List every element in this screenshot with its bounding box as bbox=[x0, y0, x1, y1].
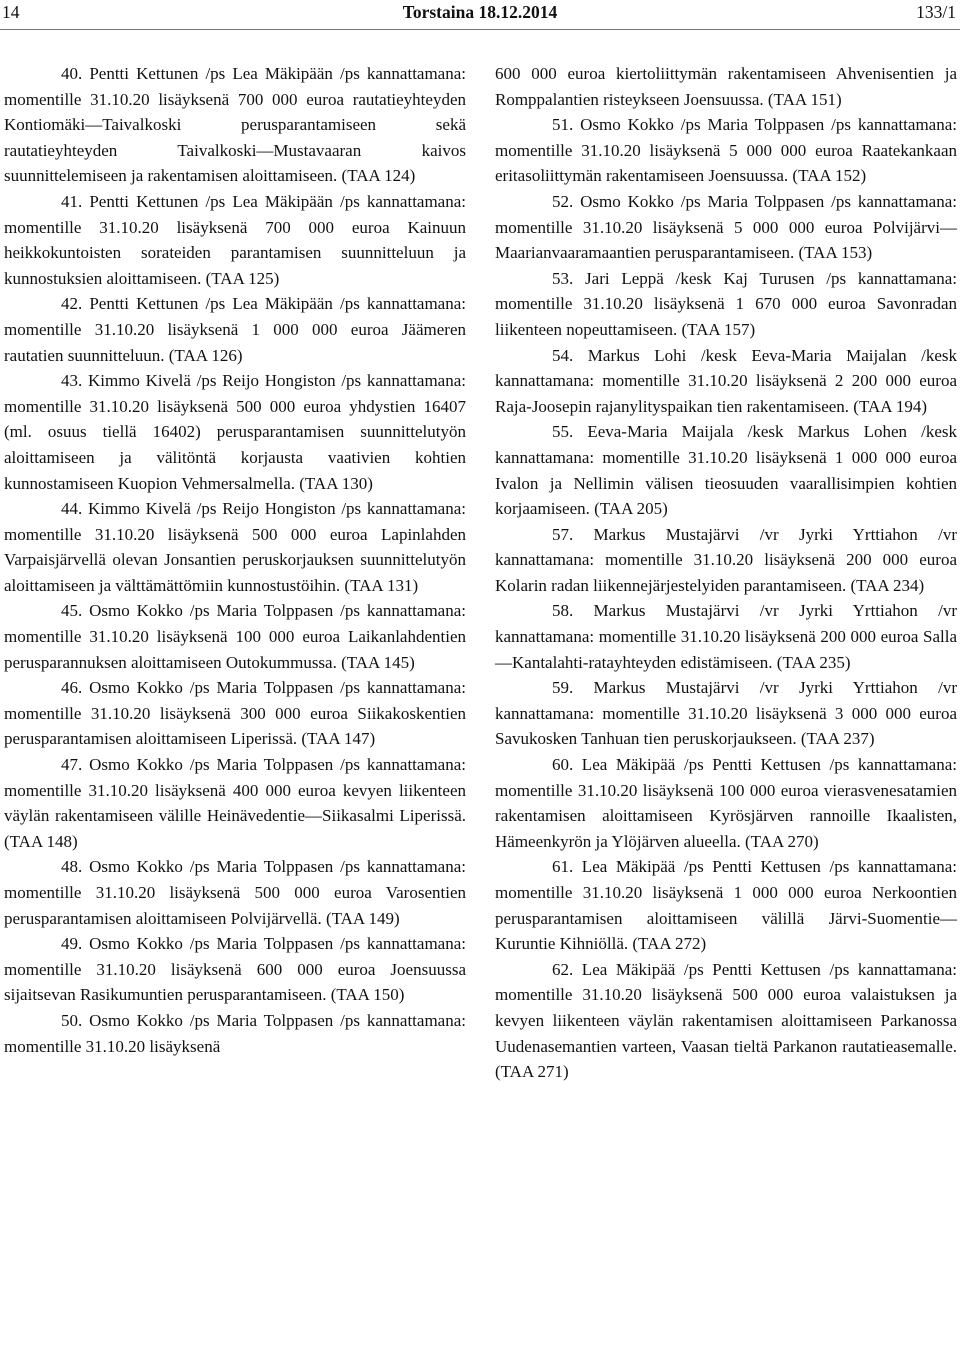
motion-item: 59. Markus Mustajärvi /vr Jyrki Yrttiahon /vr kannattamana: momentille 31.10.20 lisäyksenä 3 000 000 euroa Savukosken Tanhuan tien peruskorjaukseen. (TAA 237) bbox=[495, 678, 957, 749]
right-column bbox=[495, 61, 957, 1085]
document-id: 133/1 bbox=[916, 2, 956, 22]
page-header bbox=[0, 0, 960, 34]
motion-item: 49. Osmo Kokko /ps Maria Tolppasen /ps kannattamana: momentille 31.10.20 lisäyksenä 600 000 euroa Joensuussa sijaitsevan Rasikumuntien perusparantamiseen. (TAA 150) bbox=[4, 934, 466, 1005]
motion-item: 47. Osmo Kokko /ps Maria Tolppasen /ps kannattamana: momentille 31.10.20 lisäyksenä 400 000 euroa kevyen liikenteen väylän rakentamiseen välille Heinävedentie—Siikasalmi Liperissä. (TAA 148) bbox=[4, 755, 466, 851]
left-column bbox=[4, 61, 466, 1059]
motion-item: 46. Osmo Kokko /ps Maria Tolppasen /ps kannattamana: momentille 31.10.20 lisäyksenä 300 000 euroa Siikakoskentien perusparantamisen aloittamiseen Liperissä. (TAA 147) bbox=[4, 678, 466, 749]
motion-item: 48. Osmo Kokko /ps Maria Tolppasen /ps kannattamana: momentille 31.10.20 lisäyksenä 500 000 euroa Varosentien perusparantamisen aloittamiseen Polvijärvellä. (TAA 149) bbox=[4, 857, 466, 928]
motion-item: 53. Jari Leppä /kesk Kaj Turusen /ps kannattamana: momentille 31.10.20 lisäyksenä 1 670 000 euroa Savonradan liikenteen nopeuttamiseen. (TAA 157) bbox=[495, 268, 957, 339]
motion-item: 57. Markus Mustajärvi /vr Jyrki Yrttiahon /vr kannattamana: momentille 31.10.20 lisäyksenä 200 000 euroa Kolarin radan liikennejärjestelyiden parantamiseen. (TAA 234) bbox=[495, 524, 957, 595]
motion-item: 62. Lea Mäkipää /ps Pentti Kettusen /ps kannattamana: momentille 31.10.20 lisäyksenä 500 000 euroa valaistuksen ja kevyen liikenteen väylän rakentamisen aloittamiseen Parkanossa Uudenasemantien varteen, Vaasan tieltä Parkanon rautatieasemalle. (TAA 271) bbox=[495, 959, 957, 1082]
motion-item: 41. Pentti Kettunen /ps Lea Mäkipään /ps kannattamana: momentille 31.10.20 lisäyksenä 700 000 euroa Kainuun heikkokuntoisten sorateiden parantamisen suunnitteluun ja kunnostuksien aloittamiseen. (TAA 125) bbox=[4, 191, 466, 288]
motion-item: 61. Lea Mäkipää /ps Pentti Kettusen /ps kannattamana: momentille 31.10.20 lisäyksenä 1 000 000 euroa Nerkoontien perusparantamisen aloittamiseen välillä Järvi-Suomentie—Kuruntie Kihniöllä. (TAA 272) bbox=[495, 857, 957, 954]
motion-item: 43. Kimmo Kivelä /ps Reijo Hongiston /ps kannattamana: momentille 31.10.20 lisäyksenä 500 000 euroa yhdystien 16407 (ml. osuus tiellä 16402) perusparantamisen suunnittelutyön aloittamiseen ja välitöntä korjausta vaativien kohtien kunnostamiseen Kuopion Vehmersalmella. (TAA 130) bbox=[4, 371, 466, 493]
motion-item: 60. Lea Mäkipää /ps Pentti Kettusen /ps kannattamana: momentille 31.10.20 lisäyksenä 100 000 euroa vierasvenesatamien rakentamisen aloittamiseen Kyrösjärven rannoille Ikaalisten, Hämeenkyrön ja Ylöjärven alueella. (TAA 270) bbox=[495, 755, 957, 851]
motion-item: 50. Osmo Kokko /ps Maria Tolppasen /ps kannattamana: momentille 31.10.20 lisäyksenä bbox=[4, 1010, 466, 1056]
motion-item: 54. Markus Lohi /kesk Eeva-Maria Maijalan /kesk kannattamana: momentille 31.10.20 lisäyksenä 2 200 000 euroa Raja-Joosepin rajanylityspaikan tien rakentamiseen. (TAA 194) bbox=[495, 345, 957, 416]
continued-paragraph: 600 000 euroa kiertoliittymän rakentamiseen Ahvenisentien ja Romppalantien risteykseen Joensuussa. (TAA 151) bbox=[495, 64, 957, 109]
header-divider bbox=[0, 29, 960, 30]
motion-item: 42. Pentti Kettunen /ps Lea Mäkipään /ps kannattamana: momentille 31.10.20 lisäyksenä 1 000 000 euroa Jäämeren rautatien suunnitteluun. (TAA 126) bbox=[4, 294, 466, 365]
motion-item: 40. Pentti Kettunen /ps Lea Mäkipään /ps kannattamana: momentille 31.10.20 lisäyksenä 700 000 euroa rautatieyhteyden Kontiomäki—Taivalkoski perusparantamiseen sekä rautatieyhteyden Taivalkoski—Mustavaaran kaivos suunnittelemiseen ja rakentamisen aloittamiseen. (TAA 124) bbox=[4, 64, 466, 186]
motion-item: 45. Osmo Kokko /ps Maria Tolppasen /ps kannattamana: momentille 31.10.20 lisäyksenä 100 000 euroa Laikanlahdentien perusparannuksen aloittamiseen Outokummussa. (TAA 145) bbox=[4, 601, 466, 672]
motion-item: 55. Eeva-Maria Maijala /kesk Markus Lohen /kesk kannattamana: momentille 31.10.20 lisäyksenä 1 000 000 euroa Ivalon ja Nellimin välisen tieosuuden vaarallisimpien kohtien korjaamiseen. (TAA 205) bbox=[495, 422, 957, 519]
motion-item: 52. Osmo Kokko /ps Maria Tolppasen /ps kannattamana: momentille 31.10.20 lisäyksenä 5 000 000 euroa Polvijärvi—Maarianvaaramaantien perusparantamiseen. (TAA 153) bbox=[495, 191, 957, 263]
motion-item: 58. Markus Mustajärvi /vr Jyrki Yrttiahon /vr kannattamana: momentille 31.10.20 lisäyksenä 200 000 euroa Salla—Kantalahti-ratayhteyden edistämiseen. (TAA 235) bbox=[495, 601, 957, 672]
motion-item: 51. Osmo Kokko /ps Maria Tolppasen /ps kannattamana: momentille 31.10.20 lisäyksenä 5 000 000 euroa Raatekankaan eritasoliittymän rakentamiseen Joensuussa. (TAA 152) bbox=[495, 115, 957, 186]
page-date: Torstaina 18.12.2014 bbox=[402, 2, 558, 22]
page-number: 14 bbox=[2, 2, 20, 22]
motion-item: 44. Kimmo Kivelä /ps Reijo Hongiston /ps kannattamana: momentille 31.10.20 lisäyksenä 500 000 euroa Lapinlahden Varpaisjärvellä olevan Jonsantien peruskorjauksen suunnittelutyön aloittamiseen ja välttämättömiin kunnostustöihin. (TAA 131) bbox=[4, 499, 466, 595]
